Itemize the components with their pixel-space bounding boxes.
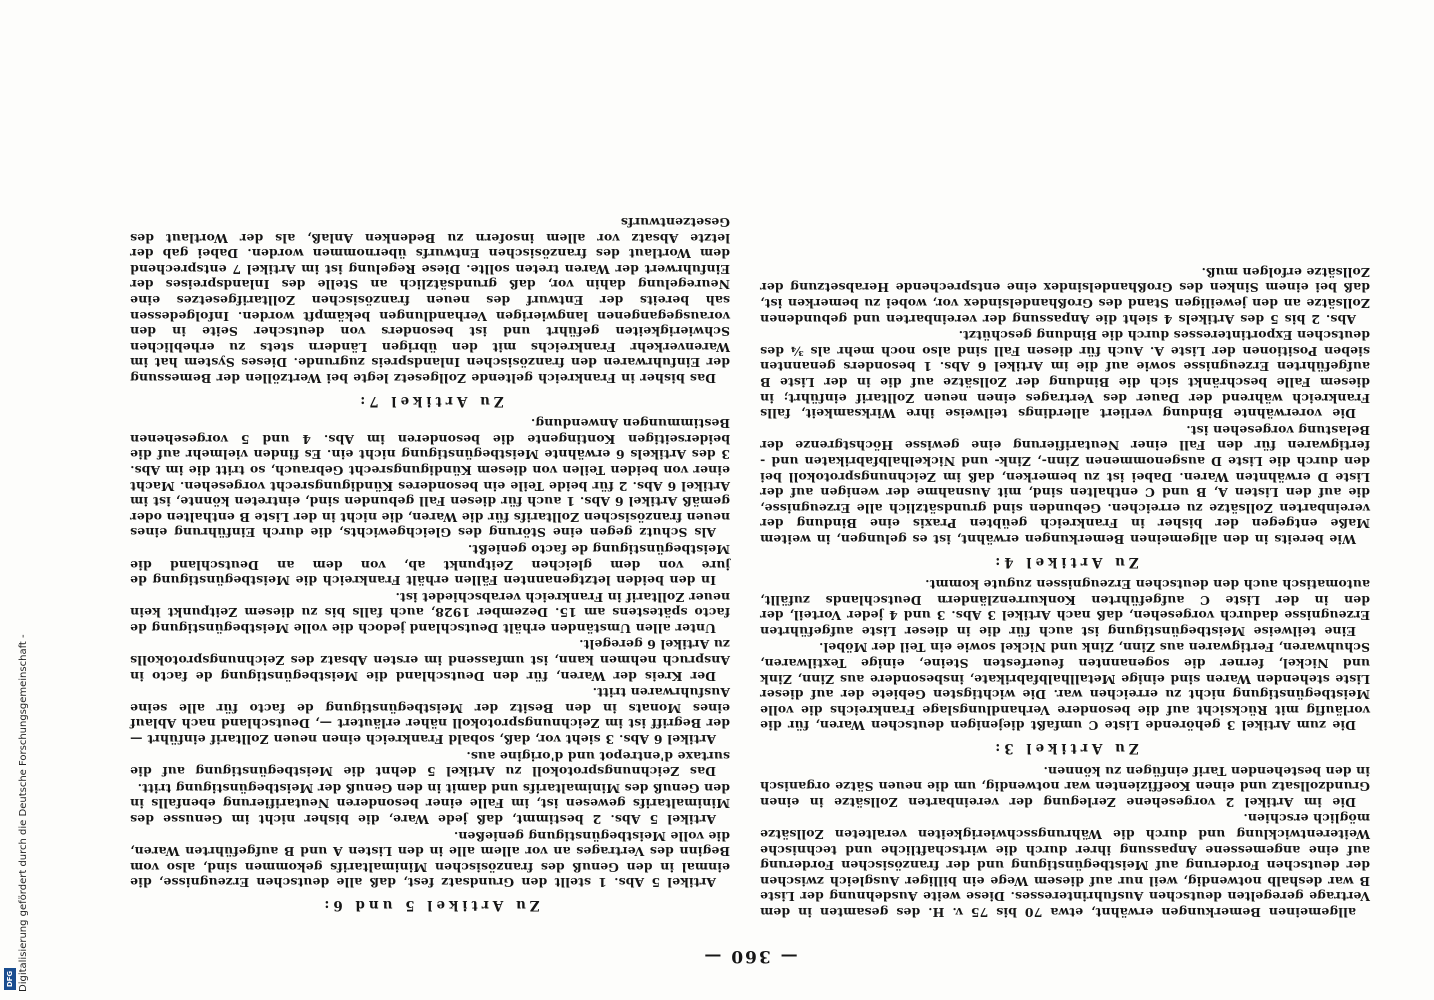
paragraph: Das Zeichnungsprotokoll zu Artikel 5 dehnt die Meistbegünstigung auf die surtaxe d'entrepot und d'origine aus. [130, 748, 730, 780]
paragraph: Wie bereits in den allgemeinen Bemerkungen erwähnt, ist es gelungen, in weitem Maße entgegen der bisher in Frankreich geübten Praxis eine Bindung der vereinbarten Zollsätze zu erreichen. Gebunden sind grundsätzlich alle Erzeugnisse, die auf den Listen A, B und C enthalten sind, mit Ausnahme der wenigen auf der Liste D erwähnten Waren. Dabei ist zu bemerken, daß im Zeichnungsprotokoll bei den durch die Liste D ausgenommenen Zinn-, Zink- und Nickelhalbfabrikaten und -fertigwaren für den Fall einer Neutarifierung eine gewisse Höchstgrenze der Belastung vorgesehen ist. [760, 422, 1370, 547]
paragraph: Die im Artikel 2 vorgesehene Zerlegung der vereinbarten Zollsätze in einen Grundzollsatz und einen Koeffizienten war notwendig, um die neuen Sätze organisch in den bestehenden Tarif einfügen zu können. [760, 763, 1370, 810]
paragraph: Abs. 2 bis 5 des Artikels 4 sieht die Anpassung der vereinbarten und gebundenen Zollsätze an den jeweiligen Stand des Großhandelsindex vor, wobei zu bemerken ist, daß bei einem Sinken des Großhandelsindex eine entsprechende Herabsetzung der Zollsätze erfolgen muß. [760, 264, 1370, 327]
section-heading-artikel-3: Zu Artikel 3: [991, 740, 1139, 757]
paragraph: Als Schutz gegen eine Störung des Gleichgewichts, die durch Einführung eines neuen französischen Zolltarifs für die Waren, die nicht in der Liste B enthalten oder gemäß Artikel 6 Abs. 1 auch für diesen Fall gebunden sind, eintreten könnte, ist im Artikel 6 Abs. 2 für beide Teile ein besonderes Kündigungsrecht vorgesehen. Macht einer von beiden Teilen von diesem Kündigungsrecht Gebrauch, so tritt die im Abs. 3 des Artikels 6 erwähnte Meistbegünstigung nicht ein. Es finden vielmehr auf die beiderseitigen Kontingente die besonderen im Abs. 4 und 5 vorgesehenen Bestimmungen Anwendung. [130, 416, 730, 541]
paragraph: Artikel 5 Abs. 1 stellt den Grundsatz fest, daß alle deutschen Erzeugnisse, die einmal in den Genuß des französischen Minimaltarifs gekommen sind, also vom Beginn des Vertrages an vor allem alle in den Listen A und B aufgeführten Waren, die volle Meistbegünstigung genießen. [130, 828, 730, 891]
dfg-logo [4, 968, 16, 990]
left-text-column [760, 263, 1370, 920]
paragraph: Artikel 5 Abs. 2 bestimmt, daß jede Ware, die bisher nicht im Genusse des Minimaltarifs gewesen ist, im Falle einer besonderen Neutarifierung ebenfalls in den Genuß des Minimaltarifs und damit in den Genuß der Meistbegünstigung tritt. [130, 780, 730, 828]
paragraph: Die vorerwähnte Bindung verliert allerdings teilweise ihre Wirksamkeit, falls Frankreich während der Dauer des Vertrages einen neuen Zolltarif einführt; in diesem Falle beschränkt sich die Bindung der Zollsätze auf die in der Liste B aufgeführten Erzeugnisse sowie auf die im Artikel 6 Abs. 1 besonders genannten sieben Positionen der Liste A. Auch für diesen Fall sind also noch mehr als ¾ des deutschen Exportinteresses durch die Bindung geschützt. [760, 328, 1370, 422]
paragraph: Das bisher in Frankreich geltende Zollgesetz legte bei Wertzöllen der Bemessung der Einfuhrwaren den französischen Inlandspreis zugrunde. Dieses System hat im Warenverkehr Frankreichs mit den übrigen Ländern stets zu erheblichen Schwierigkeiten geführt und ist besonders von deutscher Seite in den vorausgegangenen langwierigen Verhandlungen bekämpft worden. Infolgedessen sah bereits der Entwurf des neuen französischen Zolltarifgesetzes eine Neuregelung dahin vor, daß grundsätzlich an Stelle des Inlandspreises der Einfuhrwert der Waren treten sollte. Diese Regelung ist im Artikel 7 entsprechend dem Wortlaut des französischen Entwurfs übernommen worden. Dabei gab der letzte Absatz vor allem insofern zu Bedenken Anlaß, als der Wortlaut des Gesetzentwurfs [130, 215, 730, 386]
page-number: — 360 — [702, 946, 798, 966]
dfg-logo-text: DFG [6, 970, 14, 988]
paragraph: Unter allen Umständen erhält Deutschland jedoch die volle Meistbegünstigung de facto spätestens am 15. Dezember 1928, auch falls bis zu diesem Zeitpunkt kein neuer Zolltarif in Frankreich verabschiedet ist. [130, 589, 730, 636]
paragraph: Die zum Artikel 3 gehörende Liste C umfaßt diejenigen deutschen Waren, für die vorläufig mit Rücksicht auf die besondere Verhandlungslage Frankreichs die volle Meistbegünstigung nicht zu erreichen war. Die wichtigsten Gebiete der auf dieser Liste stehenden Waren sind einige Metallhalbfabrikate, insbesondere aus Zinn, Zink und Nickel, ferner die sogenannten feuerfesten Steine, einige Textilwaren, Schuhwaren, Fertigwaren aus Zinn, Zink und Nickel sowie ein Teil der Möbel. [760, 640, 1370, 734]
paragraph: Eine teilweise Meistbegünstigung ist auch für die in dieser Liste aufgeführten Erzeugnisse dadurch vorgesehen, daß nach Artikel 3 Abs. 3 und 4 jeder Vorteil, der den in der Liste C aufgeführten Konkurrenzländern Deutschlands zufällt, automatisch auch den deutschen Erzeugnissen zugute kommt. [760, 577, 1370, 639]
rotated-page-content [130, 60, 1370, 966]
section-heading-artikel-4: Zu Artikel 4: [991, 553, 1139, 570]
right-text-column [130, 213, 730, 920]
footer-credit-text: Digitalisierung gefördert durch die Deutsche Forschungsgemeinschaft - [18, 634, 29, 992]
paragraph: In den beiden letztgenannten Fällen erhält Frankreich die Meistbegünstigung de jure von dem gleichen Zeitpunkt ab, von dem an Deutschland die Meistbegünstigung de facto genießt. [130, 541, 730, 589]
section-heading-artikel-5-6: Zu Artikel 5 und 6: [320, 897, 540, 913]
paragraph: Der Kreis der Waren, für den Deutschland die Meistbegünstigung de facto in Anspruch nehmen kann, ist umfassend im ersten Absatz des Zeichnungsprotokolls zu Artikel 6 geregelt. [130, 637, 730, 684]
paragraph: allgemeinen Bemerkungen erwähnt, etwa 70 bis 75 v. H. des gesamten in dem Vertrage geregelten deutschen Ausfuhrinteresses. Diese weite Ausdehnung der Liste B war deshalb notwendig, weil nur auf diesem Wege ein billiger Ausgleich zwischen der deutschen Forderung auf Meistbegünstigung und der französischen Forderung auf eine angemessene Anpassung ihrer durch die wirtschaftliche und technische Weiterentwicklung und durch die Währungsschwierigkeiten veralteten Zollsätze möglich erschien. [760, 811, 1370, 920]
footer-credit [4, 600, 29, 992]
section-heading-artikel-7: Zu Artikel 7: [356, 392, 504, 409]
paragraph: Artikel 6 Abs. 3 sieht vor, daß, sobald Frankreich einen neuen Zolltarif einführt — der Begriff ist im Zeichnungsprotokoll näher erläutert —, Deutschland nach Ablauf eines Monats in den Besitz der Meistbegünstigung de facto für alle seine Ausfuhrwaren tritt. [130, 685, 730, 748]
